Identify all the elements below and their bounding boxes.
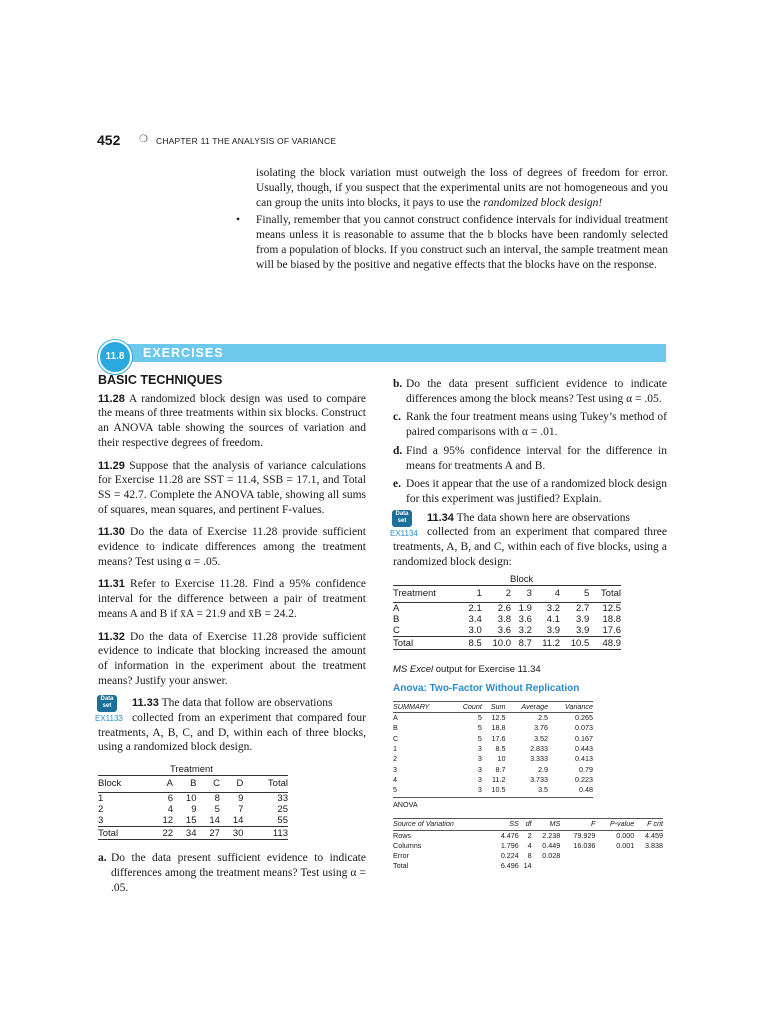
excel-cell: 16.036 — [573, 840, 596, 850]
table-cell: 17.6 — [602, 625, 621, 637]
excel-row — [393, 785, 593, 795]
intro-p1-italic: randomized block design! — [483, 197, 603, 210]
exercise-text: collected from an experiment that compared four treatments, A, B, C, and D, within each of three blocks, using a randomized block design. — [98, 712, 366, 754]
table-cell: 1.9 — [518, 603, 532, 615]
anova-table — [393, 818, 663, 871]
table-cell: D — [220, 778, 243, 793]
question-a — [98, 851, 366, 895]
exercise-number: 11.28 — [98, 392, 125, 405]
table-cell: 10.0 — [482, 637, 511, 650]
intro-text — [236, 166, 668, 273]
data-set-label: EX1134 — [390, 528, 418, 538]
table-row — [98, 793, 288, 805]
table-row — [393, 625, 621, 637]
exercise-11-34 — [390, 510, 667, 570]
exercise-text: Do the data of Exercise 11.28 provide sufficient evidence to indicate that blocking increased the amount of information in the experiment about the treatment means? Justify your answer. — [98, 630, 366, 687]
excel-cell: Count — [451, 701, 482, 712]
excel-cell: 5 — [477, 733, 482, 743]
exercise-number: 11.33 — [132, 697, 159, 710]
excel-cell — [595, 851, 634, 861]
data-table — [393, 588, 621, 650]
table-cell: 25 — [277, 804, 288, 816]
data-set-icon: Data set — [97, 695, 117, 712]
table-cell: C — [393, 625, 400, 637]
intro-paragraph — [256, 166, 668, 212]
table-cell: 30 — [220, 827, 243, 840]
exercise-number: 11.31 — [98, 578, 125, 591]
excel-cell: 4 — [393, 774, 397, 784]
excel-cell: 1 — [393, 744, 397, 754]
table-cell: 4 — [167, 804, 174, 816]
table-super-header: Treatment — [170, 764, 213, 776]
table-cell: C — [196, 778, 219, 793]
excel-cell: 3 — [477, 785, 482, 795]
table-header-row — [393, 588, 621, 603]
table-cell: B — [393, 614, 400, 626]
table-cell: 6 — [167, 793, 174, 805]
exercise-11-30 — [98, 525, 366, 569]
excel-cell: 14 — [523, 861, 532, 871]
excel-cell: 6.496 — [500, 861, 519, 871]
table-cell: 3 — [98, 815, 104, 827]
exercise-11-34-line2 — [393, 525, 667, 569]
excel-row — [393, 765, 593, 775]
table-row — [393, 614, 621, 625]
excel-cell: Sum — [482, 701, 506, 712]
exercise-text: Refer to Exercise 11.28. Find a 95% confidence interval for the difference between a pair of treatment means A and B if x̄A = 21.9 and x̄B = 24.2. — [98, 578, 366, 620]
exercise-number: 11.29 — [98, 459, 125, 472]
exercise-number: 11.30 — [98, 526, 125, 539]
excel-row — [393, 713, 593, 724]
table-cell: Treatment — [393, 588, 461, 603]
right-column — [390, 377, 667, 872]
excel-cell: 0.265 — [575, 713, 593, 723]
excel-cell: F crit — [634, 819, 663, 830]
table-cell: 8 — [214, 793, 220, 805]
exercise-11-29 — [98, 459, 366, 518]
table-cell: Total — [589, 588, 621, 603]
excel-cell: 12.5 — [491, 713, 506, 723]
excel-cell: 4 — [527, 840, 532, 850]
table-cell: 3.2 — [546, 603, 561, 615]
excel-cell: 0.000 — [616, 830, 635, 840]
table-cell: 22 — [150, 827, 173, 840]
excel-header-row — [393, 701, 593, 712]
excel-cell: A — [393, 713, 398, 723]
excel-cell: Total — [393, 861, 409, 871]
table-cell: 34 — [173, 827, 196, 840]
anova-label: ANOVA — [393, 797, 593, 813]
excel-cell: 5 — [477, 713, 482, 723]
exercise-text: A randomized block design was used to compare the means of three treatments within six blocks. Construct an ANOVA table showing the sources of variation and their respective degrees of freedom. — [98, 392, 366, 449]
excel-cell: 0.48 — [579, 785, 593, 795]
exercise-11-34-line1 — [393, 511, 667, 526]
table-cell: 9 — [238, 793, 244, 805]
table-cell: 3.9 — [576, 614, 590, 626]
excel-cell: 18.8 — [491, 723, 506, 733]
excel-caption-italic: MS Excel — [393, 664, 434, 676]
table-cell: Total — [243, 778, 288, 793]
excel-cell: 3 — [477, 774, 482, 784]
excel-row — [393, 734, 593, 744]
table-rule — [393, 585, 621, 586]
table-total-row — [393, 637, 621, 650]
question-label: b. — [393, 378, 403, 390]
bullet-dot: • — [236, 213, 241, 226]
excel-cell: 5 — [393, 785, 397, 795]
excel-cell: Variance — [548, 701, 593, 712]
table-cell: 8.7 — [511, 637, 532, 650]
question-label: a. — [98, 852, 107, 865]
excel-cell: F — [560, 819, 595, 830]
excel-output — [393, 701, 667, 872]
question-text: Do the data present sufficient evidence to indicate differences among the treatment means? Test using α = .05. — [111, 852, 366, 894]
excel-cell: 0.224 — [500, 851, 519, 861]
excel-row — [393, 723, 593, 733]
excel-cell: P-value — [595, 819, 634, 830]
exercise-text: Suppose that the analysis of variance calculations for Exercise 11.28 are SST = 11.4, SSB = 17.1, and Total SS = 42.7. Complete the ANOVA table, showing all sums of squares, mean squares, and pertinent F-values. — [98, 459, 367, 516]
excel-cell: 3.76 — [534, 723, 549, 733]
excel-cell: 0.449 — [542, 840, 561, 850]
excel-cell: 0.028 — [542, 851, 561, 861]
exercise-text: The data shown here are observations — [456, 511, 630, 524]
table-cell: 5 — [214, 804, 220, 816]
exercise-text: collected from an experiment that compared three treatments, A, B, and C, within each of five blocks, using a randomized block design: — [393, 526, 667, 568]
excel-row — [393, 861, 663, 871]
excel-cell: 3 — [477, 754, 482, 764]
question-b — [393, 377, 667, 406]
table-cell: 33 — [277, 793, 288, 805]
table-cell: 27 — [196, 827, 219, 840]
table-cell: 3.0 — [468, 625, 482, 637]
table-header-row — [98, 778, 288, 793]
excel-cell: 2.9 — [538, 764, 549, 774]
excel-cell: 11.2 — [492, 774, 506, 784]
table-cell: 12 — [162, 815, 174, 827]
excel-cell: MS — [532, 819, 561, 830]
anova-title: Anova: Two-Factor Without Replication — [393, 683, 580, 695]
excel-row — [393, 851, 663, 861]
table-cell: B — [173, 778, 196, 793]
table-cell: 11.2 — [532, 637, 560, 650]
table-row — [98, 804, 288, 815]
table-rule — [98, 775, 288, 776]
excel-cell: 8 — [527, 851, 532, 861]
table-cell: 2 — [482, 588, 511, 603]
excel-cell: 3.52 — [534, 733, 549, 743]
table-11-33 — [98, 763, 366, 849]
excel-cell: Average — [506, 701, 549, 712]
table-cell: 48.9 — [589, 637, 621, 650]
table-cell: 3.8 — [497, 614, 511, 626]
excel-cell: 3 — [393, 764, 397, 774]
table-cell: 3 — [511, 588, 532, 603]
question-d — [393, 444, 667, 473]
excel-cell: 0.79 — [579, 764, 593, 774]
table-cell: 3.9 — [576, 625, 590, 637]
intro-p1: isolating the block variation must outweigh the loss of degrees of freedom for error. Usually, though, if you suspect that the experimental units are not homogeneous and you can group the units into blocks, it pays to use the — [256, 167, 668, 210]
excel-cell: 3.733 — [530, 774, 549, 784]
exercise-number: 11.34 — [427, 511, 454, 524]
table-cell: 5 — [560, 588, 589, 603]
excel-cell: 3.333 — [530, 754, 549, 764]
excel-row — [393, 841, 663, 851]
excel-cell: Error — [393, 851, 409, 861]
excel-cell — [560, 861, 595, 871]
table-cell: Total — [98, 827, 150, 840]
excel-cell: df — [519, 819, 532, 830]
question-label: c. — [393, 411, 401, 424]
excel-cell: Rows — [393, 830, 411, 840]
table-cell: 18.8 — [602, 614, 621, 626]
section-title: EXERCISES — [143, 346, 224, 360]
excel-cell: 0.223 — [575, 774, 593, 784]
table-cell: Block — [98, 778, 150, 793]
table-cell: 7 — [238, 804, 244, 816]
excel-cell: 3 — [477, 764, 482, 774]
excel-cell — [634, 851, 663, 861]
header-bullet-icon: ❍ — [139, 134, 148, 145]
excel-cell — [560, 851, 595, 861]
excel-cell: 2.238 — [542, 830, 561, 840]
table-cell: 3.9 — [546, 625, 561, 637]
excel-header-row — [393, 819, 663, 830]
table-super-header: Block — [510, 574, 534, 586]
table-row — [393, 603, 621, 615]
table-cell: 2 — [98, 804, 104, 816]
table-cell: 55 — [277, 815, 288, 827]
excel-cell: 1.796 — [500, 840, 519, 850]
excel-row — [393, 830, 663, 841]
question-text: Does it appear that the use of a randomized block design for this experiment was justified? Explain. — [406, 478, 667, 505]
question-text: Rank the four treatment means using Tukey’s method of paired comparisons with α = .01. — [406, 411, 667, 439]
excel-cell: 0.001 — [616, 840, 635, 850]
table-cell: 10.5 — [560, 637, 589, 650]
excel-cell: Source of Variation — [393, 819, 490, 830]
excel-cell: 8.7 — [495, 764, 506, 774]
excel-cell: 2 — [393, 754, 397, 764]
excel-cell — [634, 861, 663, 871]
excel-cell: B — [393, 723, 398, 733]
table-cell: 113 — [243, 827, 288, 840]
excel-cell: 0.167 — [575, 733, 593, 743]
excel-cell: 79.929 — [573, 830, 596, 840]
excel-cell: 0.443 — [575, 744, 593, 754]
excel-cell: 3.5 — [538, 785, 549, 795]
exercise-11-31 — [98, 577, 366, 621]
excel-cell: 3 — [477, 744, 482, 754]
table-cell: 15 — [185, 815, 197, 827]
excel-cell: 0.073 — [575, 723, 593, 733]
exercise-number: 11.32 — [98, 630, 125, 643]
excel-cell: 2.5 — [538, 713, 549, 723]
excel-cell: C — [393, 733, 399, 743]
table-cell: 8.5 — [461, 637, 482, 650]
table-cell: 2.7 — [576, 603, 590, 615]
summary-table — [393, 701, 593, 796]
intro-bullet-paragraph — [236, 213, 668, 274]
excel-cell: SS — [490, 819, 519, 830]
excel-cell: 10 — [497, 754, 506, 764]
table-cell: 3.2 — [518, 625, 532, 637]
excel-cell: SUMMARY — [393, 701, 451, 712]
excel-cell: 17.6 — [491, 733, 506, 743]
table-cell: 2.6 — [497, 603, 511, 615]
section-badge: 11.8 — [98, 340, 132, 374]
excel-cell: 4.476 — [500, 830, 519, 840]
excel-cell: Columns — [393, 840, 422, 850]
basic-techniques-heading: BASIC TECHNIQUES — [98, 373, 223, 387]
excel-cell: 0.413 — [575, 754, 593, 764]
table-cell: 3.6 — [497, 625, 511, 637]
exercise-11-33-line2 — [98, 711, 366, 755]
table-cell: Total — [393, 637, 461, 650]
data-set-label: EX1133 — [95, 714, 123, 724]
excel-cell — [532, 861, 561, 871]
exercise-text: Do the data of Exercise 11.28 provide sufficient evidence to indicate differences among the treatment means? Test using α = .05. — [98, 526, 366, 568]
table-cell: A — [393, 603, 400, 615]
intro-p2: Finally, remember that you cannot construct confidence intervals for individual treatment means unless it is reasonable to assume that the b blocks have been randomly selected from a population of blocks. If you construct such an interval, the sample treatment mean will be biased by the positive and negative effects that the blocks have on the response. — [256, 213, 668, 272]
table-cell: 4 — [532, 588, 560, 603]
excel-cell: 10.5 — [491, 785, 506, 795]
excel-row — [393, 754, 593, 764]
table-cell: 1 — [98, 793, 104, 805]
data-table — [98, 778, 288, 840]
exercise-11-33-line1 — [98, 696, 366, 711]
table-cell: A — [150, 778, 173, 793]
excel-cell: 5 — [477, 723, 482, 733]
excel-cell — [595, 861, 634, 871]
excel-row — [393, 775, 593, 785]
excel-caption-text: output for Exercise 11.34 — [435, 664, 541, 676]
table-cell: 3.6 — [518, 614, 532, 626]
question-label: d. — [393, 444, 403, 457]
excel-cell: 8.5 — [495, 744, 506, 754]
table-cell: 14 — [209, 815, 220, 827]
table-cell: 9 — [191, 804, 197, 816]
table-cell: 2.1 — [468, 603, 482, 615]
question-text: Do the data present sufficient evidence to indicate differences among the block means? Test using α = .05. — [406, 378, 667, 405]
page-number: 452 — [97, 132, 121, 148]
question-c — [393, 410, 667, 439]
exercise-11-33 — [95, 696, 366, 755]
question-label: e. — [393, 478, 401, 491]
exercise-text: The data that follow are observations — [161, 697, 333, 710]
excel-cell: 2 — [527, 830, 532, 840]
table-cell: 14 — [232, 815, 244, 827]
question-text: Find a 95% confidence interval for the difference in means for treatments A and B. — [406, 444, 667, 472]
excel-cell: 2.833 — [530, 744, 549, 754]
table-total-row — [98, 827, 288, 840]
exercise-11-28 — [98, 392, 366, 451]
table-11-34 — [393, 573, 667, 657]
table-cell: 4.1 — [546, 614, 561, 626]
excel-row — [393, 744, 593, 754]
excel-cell: 4.459 — [645, 830, 663, 840]
table-cell: 10 — [185, 793, 197, 805]
table-row — [98, 815, 288, 827]
excel-caption — [393, 663, 667, 678]
left-column — [95, 373, 367, 899]
chapter-heading: CHAPTER 11 THE ANALYSIS OF VARIANCE — [156, 136, 337, 146]
excel-cell: 3.838 — [645, 840, 663, 850]
exercise-11-32 — [98, 630, 366, 689]
question-e — [393, 477, 667, 506]
table-cell: 3.4 — [468, 614, 482, 626]
table-cell: 1 — [461, 588, 482, 603]
table-cell: 12.5 — [602, 603, 621, 615]
data-set-icon: Data set — [392, 510, 412, 527]
